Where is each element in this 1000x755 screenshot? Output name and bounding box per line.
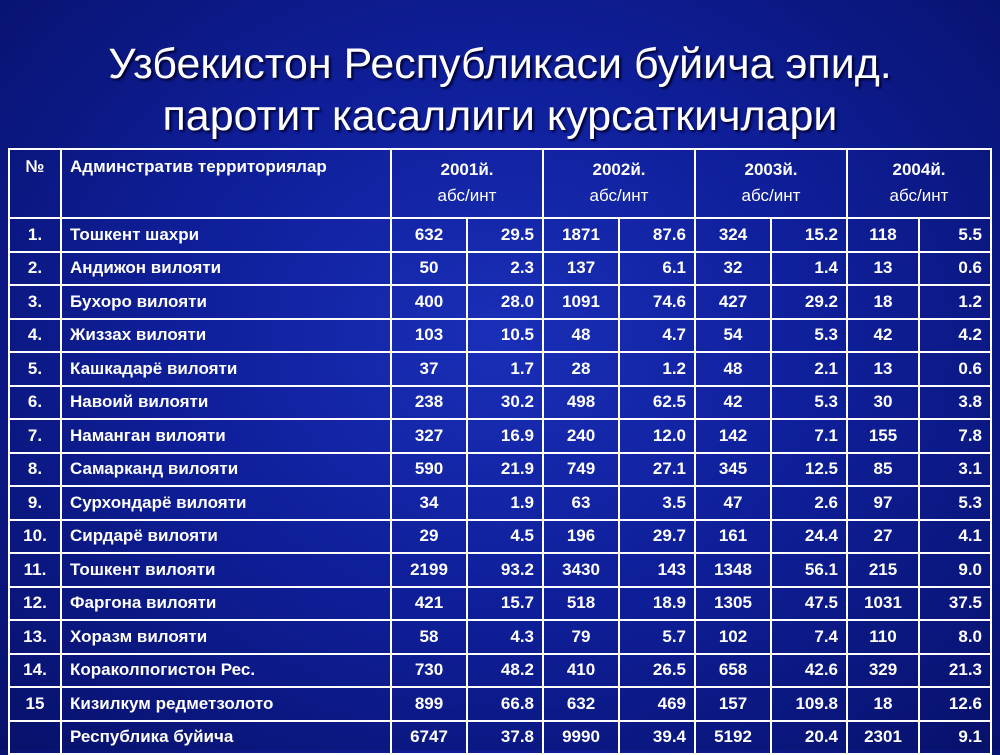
absolute-value: 13	[847, 252, 919, 286]
header-territory: Админстратив территориялар	[61, 149, 391, 218]
rate-value: 1.2	[919, 285, 991, 319]
rate-value: 28.0	[467, 285, 543, 319]
rate-value: 74.6	[619, 285, 695, 319]
territory-name: Жиззах вилояти	[61, 319, 391, 353]
absolute-value: 345	[695, 453, 771, 487]
table-row	[9, 419, 991, 453]
rate-value: 27.1	[619, 453, 695, 487]
header-year-label: 2003й.	[744, 160, 798, 179]
absolute-value: 48	[695, 352, 771, 386]
absolute-value: 2199	[391, 553, 467, 587]
header-year-2002	[543, 149, 695, 218]
absolute-value: 32	[695, 252, 771, 286]
territory-name: Сирдарё вилояти	[61, 520, 391, 554]
row-number: 1.	[9, 218, 61, 252]
absolute-value: 137	[543, 252, 619, 286]
rate-value: 2.6	[771, 486, 847, 520]
absolute-value: 1091	[543, 285, 619, 319]
rate-value: 1.4	[771, 252, 847, 286]
table-row	[9, 587, 991, 621]
rate-value: 87.6	[619, 218, 695, 252]
rate-value: 469	[619, 687, 695, 721]
rate-value: 12.5	[771, 453, 847, 487]
absolute-value: 58	[391, 620, 467, 654]
rate-value: 2.3	[467, 252, 543, 286]
header-number: №	[9, 149, 61, 218]
absolute-value: 13	[847, 352, 919, 386]
absolute-value: 240	[543, 419, 619, 453]
territory-name: Навоий вилояти	[61, 386, 391, 420]
rate-value: 37.8	[467, 721, 543, 755]
table-row	[9, 386, 991, 420]
row-number: 4.	[9, 319, 61, 353]
absolute-value: 79	[543, 620, 619, 654]
row-number	[9, 721, 61, 755]
absolute-value: 196	[543, 520, 619, 554]
absolute-value: 50	[391, 252, 467, 286]
territory-name: Фаргона вилояти	[61, 587, 391, 621]
rate-value: 39.4	[619, 721, 695, 755]
rate-value: 1.9	[467, 486, 543, 520]
absolute-value: 155	[847, 419, 919, 453]
absolute-value: 54	[695, 319, 771, 353]
absolute-value: 6747	[391, 721, 467, 755]
header-year-sub: абс/инт	[437, 186, 497, 205]
rate-value: 29.5	[467, 218, 543, 252]
rate-value: 4.2	[919, 319, 991, 353]
absolute-value: 48	[543, 319, 619, 353]
row-number: 14.	[9, 654, 61, 688]
rate-value: 42.6	[771, 654, 847, 688]
row-number: 6.	[9, 386, 61, 420]
header-year-label: 2002й.	[592, 160, 646, 179]
header-year-label: 2004й.	[892, 160, 946, 179]
rate-value: 66.8	[467, 687, 543, 721]
absolute-value: 518	[543, 587, 619, 621]
rate-value: 7.8	[919, 419, 991, 453]
row-number: 15	[9, 687, 61, 721]
rate-value: 4.7	[619, 319, 695, 353]
rate-value: 15.2	[771, 218, 847, 252]
absolute-value: 28	[543, 352, 619, 386]
territory-name: Тошкент шахри	[61, 218, 391, 252]
absolute-value: 899	[391, 687, 467, 721]
rate-value: 5.5	[919, 218, 991, 252]
header-year-label: 2001й.	[440, 160, 494, 179]
rate-value: 56.1	[771, 553, 847, 587]
absolute-value: 161	[695, 520, 771, 554]
absolute-value: 34	[391, 486, 467, 520]
rate-value: 3.8	[919, 386, 991, 420]
territory-name: Андижон вилояти	[61, 252, 391, 286]
territory-name: Наманган вилояти	[61, 419, 391, 453]
row-number: 5.	[9, 352, 61, 386]
absolute-value: 97	[847, 486, 919, 520]
absolute-value: 632	[543, 687, 619, 721]
header-year-sub: абс/инт	[741, 186, 801, 205]
territory-name: Республика буйича	[61, 721, 391, 755]
rate-value: 29.7	[619, 520, 695, 554]
absolute-value: 498	[543, 386, 619, 420]
absolute-value: 47	[695, 486, 771, 520]
header-year-2003	[695, 149, 847, 218]
rate-value: 109.8	[771, 687, 847, 721]
table-row	[9, 687, 991, 721]
absolute-value: 427	[695, 285, 771, 319]
rate-value: 6.1	[619, 252, 695, 286]
rate-value: 3.5	[619, 486, 695, 520]
rate-value: 21.9	[467, 453, 543, 487]
absolute-value: 410	[543, 654, 619, 688]
rate-value: 16.9	[467, 419, 543, 453]
absolute-value: 324	[695, 218, 771, 252]
row-number: 9.	[9, 486, 61, 520]
absolute-value: 400	[391, 285, 467, 319]
absolute-value: 118	[847, 218, 919, 252]
territory-name: Кораколпогистон Рес.	[61, 654, 391, 688]
absolute-value: 1305	[695, 587, 771, 621]
absolute-value: 18	[847, 687, 919, 721]
absolute-value: 29	[391, 520, 467, 554]
rate-value: 29.2	[771, 285, 847, 319]
row-number: 11.	[9, 553, 61, 587]
rate-value: 7.4	[771, 620, 847, 654]
rate-value: 2.1	[771, 352, 847, 386]
territory-name: Сурхондарё вилояти	[61, 486, 391, 520]
table-row	[9, 352, 991, 386]
rate-value: 10.5	[467, 319, 543, 353]
table-row	[9, 319, 991, 353]
absolute-value: 730	[391, 654, 467, 688]
rate-value: 8.0	[919, 620, 991, 654]
table-row	[9, 453, 991, 487]
table-row	[9, 553, 991, 587]
absolute-value: 110	[847, 620, 919, 654]
row-number: 10.	[9, 520, 61, 554]
row-number: 8.	[9, 453, 61, 487]
rate-value: 1.2	[619, 352, 695, 386]
rate-value: 20.4	[771, 721, 847, 755]
rate-value: 4.5	[467, 520, 543, 554]
absolute-value: 18	[847, 285, 919, 319]
rate-value: 5.3	[919, 486, 991, 520]
slide-title	[0, 38, 1000, 142]
absolute-value: 215	[847, 553, 919, 587]
absolute-value: 85	[847, 453, 919, 487]
rate-value: 4.1	[919, 520, 991, 554]
absolute-value: 1348	[695, 553, 771, 587]
territory-name: Кизилкум редметзолото	[61, 687, 391, 721]
territory-name: Тошкент вилояти	[61, 553, 391, 587]
absolute-value: 42	[695, 386, 771, 420]
table-row	[9, 620, 991, 654]
territory-name: Самарканд вилояти	[61, 453, 391, 487]
table-row	[9, 654, 991, 688]
table-body	[9, 218, 991, 754]
rate-value: 4.3	[467, 620, 543, 654]
absolute-value: 590	[391, 453, 467, 487]
absolute-value: 27	[847, 520, 919, 554]
absolute-value: 5192	[695, 721, 771, 755]
rate-value: 48.2	[467, 654, 543, 688]
absolute-value: 632	[391, 218, 467, 252]
absolute-value: 238	[391, 386, 467, 420]
table-row	[9, 486, 991, 520]
absolute-value: 9990	[543, 721, 619, 755]
absolute-value: 2301	[847, 721, 919, 755]
rate-value: 12.0	[619, 419, 695, 453]
rate-value: 143	[619, 553, 695, 587]
rate-value: 5.7	[619, 620, 695, 654]
absolute-value: 102	[695, 620, 771, 654]
absolute-value: 42	[847, 319, 919, 353]
rate-value: 1.7	[467, 352, 543, 386]
rate-value: 24.4	[771, 520, 847, 554]
absolute-value: 1031	[847, 587, 919, 621]
absolute-value: 421	[391, 587, 467, 621]
header-year-sub: абс/инт	[589, 186, 649, 205]
table-row	[9, 520, 991, 554]
row-number: 13.	[9, 620, 61, 654]
absolute-value: 103	[391, 319, 467, 353]
table-header-row	[9, 149, 991, 218]
rate-value: 3.1	[919, 453, 991, 487]
row-number: 3.	[9, 285, 61, 319]
row-number: 7.	[9, 419, 61, 453]
absolute-value: 63	[543, 486, 619, 520]
absolute-value: 30	[847, 386, 919, 420]
slide-title-line-1: Узбекистон Республикаси буйича эпид.	[108, 40, 892, 88]
rate-value: 5.3	[771, 319, 847, 353]
absolute-value: 157	[695, 687, 771, 721]
absolute-value: 1871	[543, 218, 619, 252]
territory-name: Хоразм вилояти	[61, 620, 391, 654]
rate-value: 15.7	[467, 587, 543, 621]
header-year-2001	[391, 149, 543, 218]
absolute-value: 37	[391, 352, 467, 386]
row-number: 12.	[9, 587, 61, 621]
rate-value: 62.5	[619, 386, 695, 420]
territory-name: Бухоро вилояти	[61, 285, 391, 319]
absolute-value: 749	[543, 453, 619, 487]
header-year-2004	[847, 149, 991, 218]
rate-value: 0.6	[919, 252, 991, 286]
rate-value: 0.6	[919, 352, 991, 386]
rate-value: 9.1	[919, 721, 991, 755]
absolute-value: 327	[391, 419, 467, 453]
absolute-value: 3430	[543, 553, 619, 587]
absolute-value: 142	[695, 419, 771, 453]
rate-value: 37.5	[919, 587, 991, 621]
row-number: 2.	[9, 252, 61, 286]
rate-value: 93.2	[467, 553, 543, 587]
mumps-incidence-table	[8, 148, 992, 755]
rate-value: 26.5	[619, 654, 695, 688]
rate-value: 12.6	[919, 687, 991, 721]
table-row	[9, 218, 991, 252]
table-row	[9, 285, 991, 319]
table-row	[9, 252, 991, 286]
rate-value: 9.0	[919, 553, 991, 587]
rate-value: 47.5	[771, 587, 847, 621]
territory-name: Кашкадарё вилояти	[61, 352, 391, 386]
rate-value: 18.9	[619, 587, 695, 621]
header-year-sub: абс/инт	[889, 186, 949, 205]
rate-value: 30.2	[467, 386, 543, 420]
rate-value: 5.3	[771, 386, 847, 420]
rate-value: 21.3	[919, 654, 991, 688]
absolute-value: 329	[847, 654, 919, 688]
table-total-row	[9, 721, 991, 755]
rate-value: 7.1	[771, 419, 847, 453]
slide-title-line-2: паротит касаллиги курсаткичлари	[162, 92, 838, 140]
absolute-value: 658	[695, 654, 771, 688]
